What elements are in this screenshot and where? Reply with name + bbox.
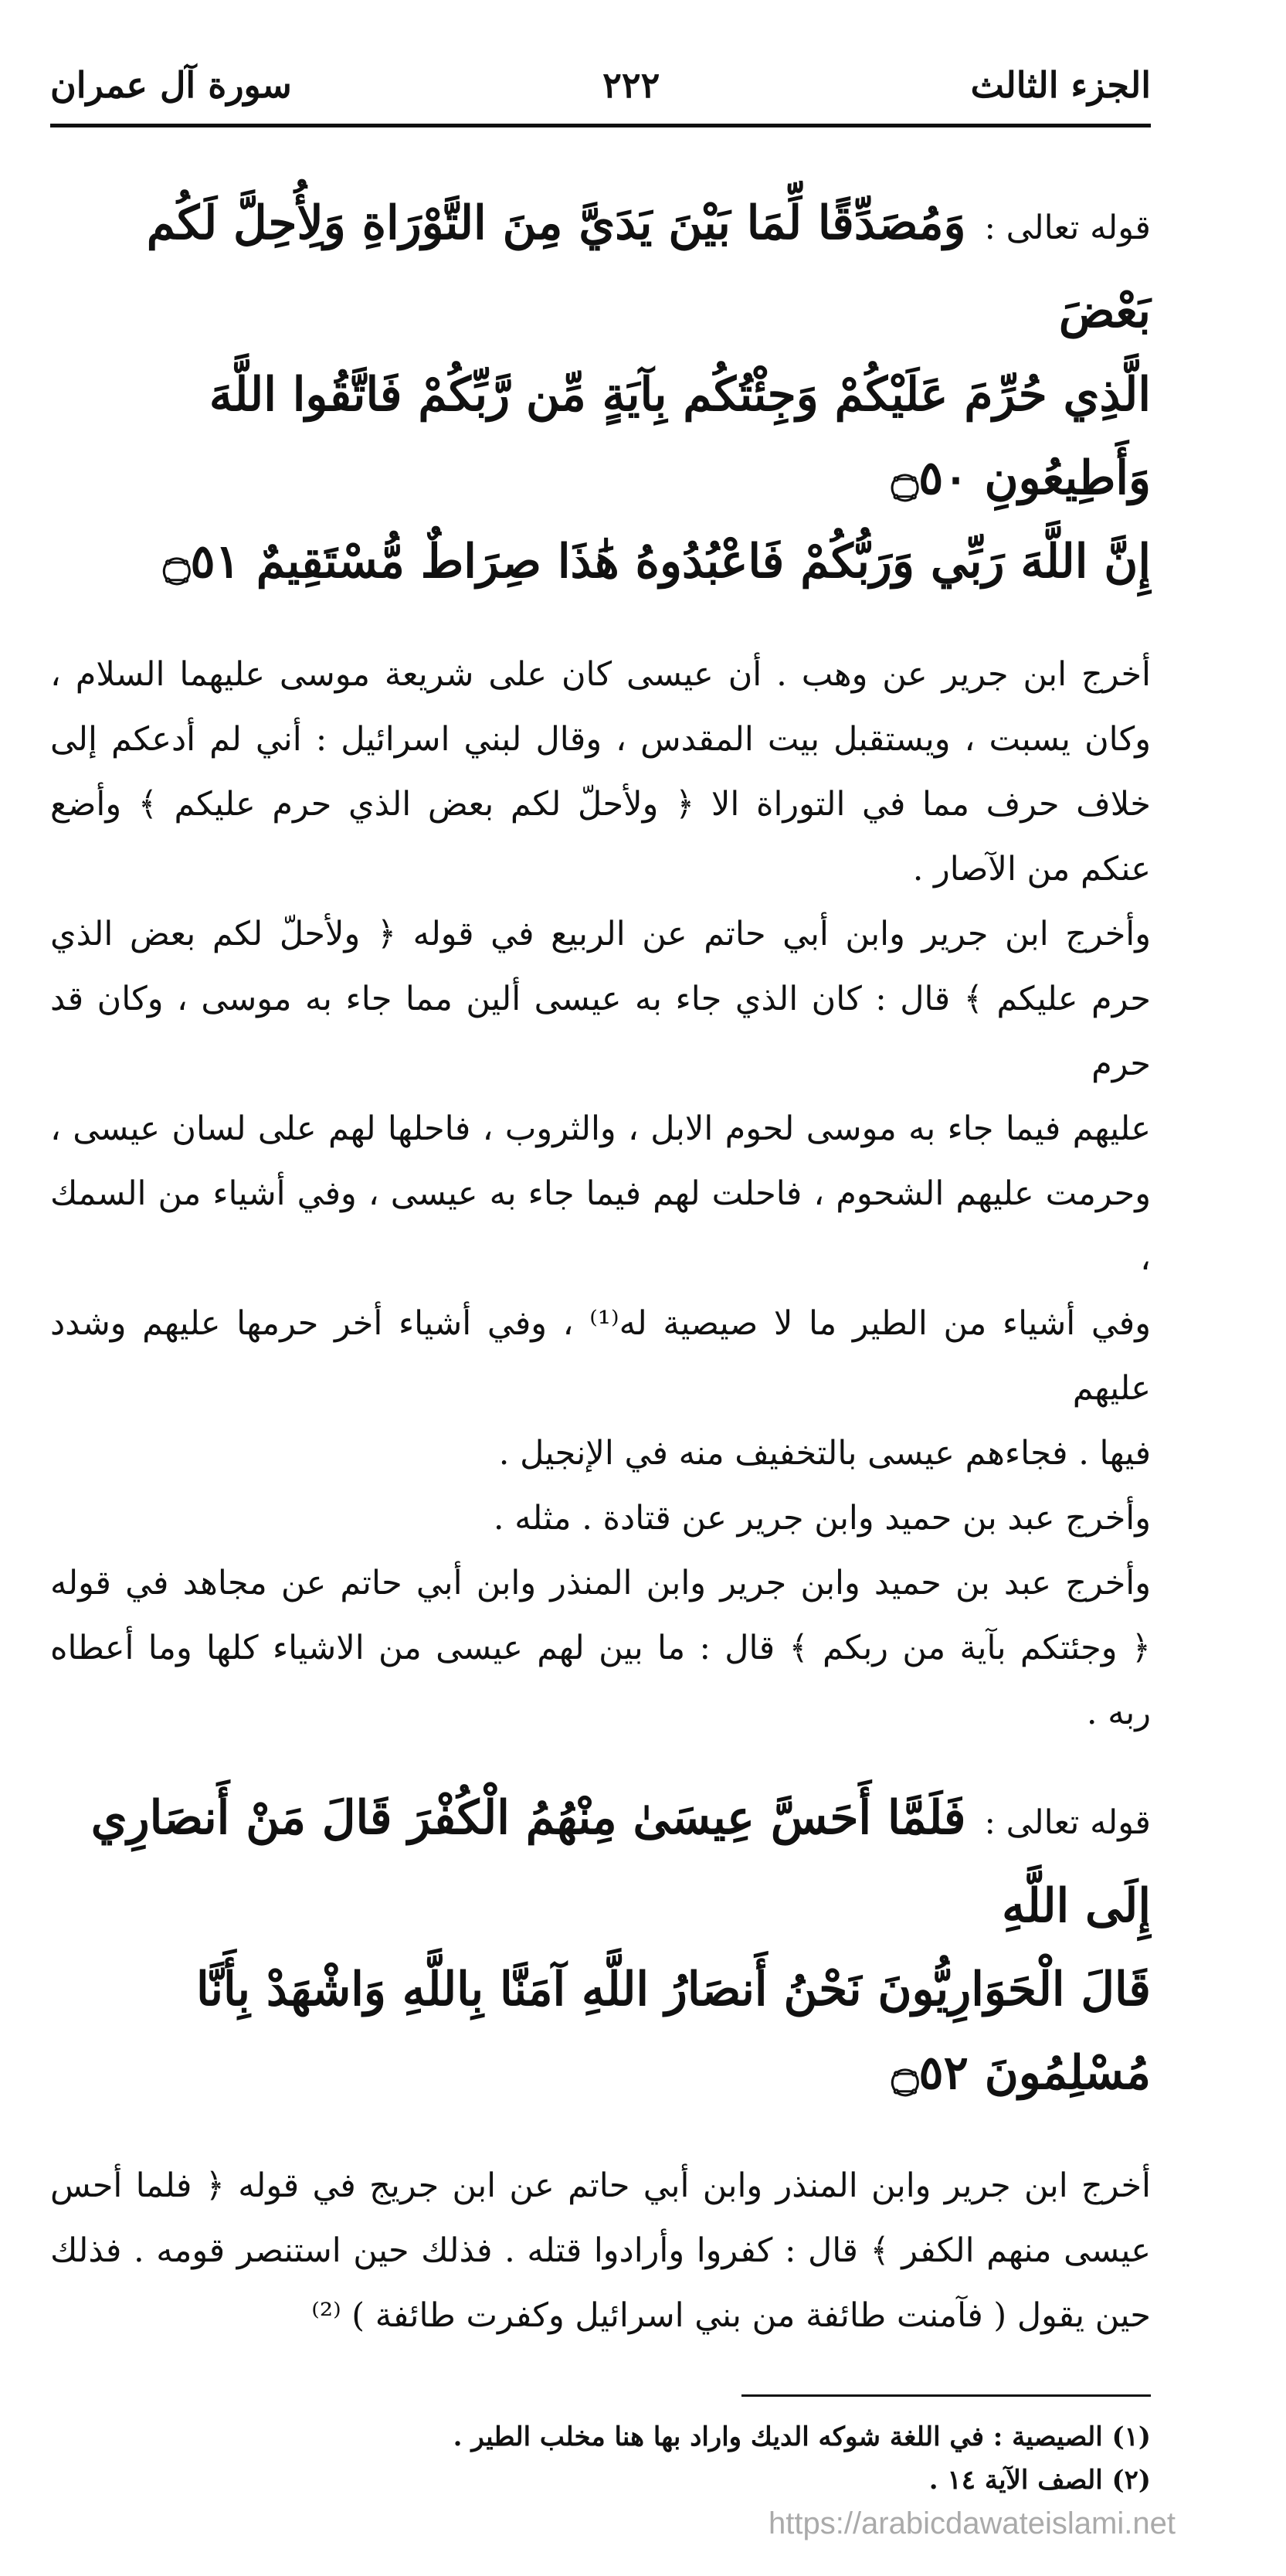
verse-text: وَمُصَدِّقًا لِّمَا بَيْنَ يَدَيَّ مِنَ التَّوْرَاةِ وَلِأُحِلَّ لَكُم بَعْضَ: [146, 196, 1151, 338]
text-line: عيسى منهم الكفر ﴾ قال : كفروا وأرادوا قتله . فذلك حين استنصر قومه . فذلك: [50, 2231, 1151, 2270]
watermark: https://arabicdawateislami.net: [769, 2506, 1176, 2540]
verse-text: فَلَمَّا أَحَسَّ عِيسَىٰ مِنْهُمُ الْكُفْرَ قَالَ مَنْ أَنصَارِي إِلَى اللَّهِ: [90, 1791, 1151, 1933]
footnotes: [50, 2415, 1151, 2502]
verse-line: إِنَّ اللَّهَ رَبِّي وَرَبُّكُمْ فَاعْبُدُوهُ هَٰذَا صِرَاطٌ مُّسْتَقِيمٌ ۝٥١: [163, 535, 1151, 589]
text-line: ربه .: [1086, 1694, 1151, 1732]
text-line: وكان يسبت ، ويستقبل بيت المقدس ، وقال لبني اسرائيل : أني لم أدعكم إلى: [50, 720, 1151, 759]
verse-line-first: [50, 182, 1151, 353]
text-line: أخرج ابن جرير وابن المنذر وابن أبي حاتم عن ابن جريج في قوله ﴿ فلما أحس: [50, 2166, 1151, 2205]
text-line: وفي أشياء من الطير ما لا صيصية له⁽¹⁾ ، وفي أشياء أخر حرمها عليهم وشدد عليهم: [50, 1304, 1151, 1408]
surah-name: سورة آل عمران: [50, 64, 292, 106]
text-line: وأخرج عبد بن حميد وابن جرير عن قتادة . مثله .: [493, 1499, 1151, 1538]
text-line: وأخرج ابن جرير وابن أبي حاتم عن الربيع في قوله ﴿ ولأحلّ لكم بعض الذي: [50, 915, 1151, 953]
text-line: ﴿ وجئتكم بآية من ربكم ﴾ قال : ما بين لهم عيسى من الاشياء كلها وما أعطاه: [50, 1629, 1151, 1667]
part-label: الجزء الثالث: [970, 64, 1151, 106]
verse-line-first: [50, 1776, 1151, 1948]
text-line: حين يقول ( فآمنت طائفة من بني اسرائيل وكفرت طائفة ) ⁽²⁾: [311, 2296, 1151, 2335]
verse-line: الَّذِي حُرِّمَ عَلَيْكُمْ وَجِئْتُكُم بِآيَةٍ مِّن رَّبِّكُمْ فَاتَّقُوا اللَّهَ وَأَطِيعُونِ ۝٥٠: [209, 368, 1151, 505]
text-line: وحرمت عليهم الشحوم ، فاحلت لهم فيما جاء به عيسى ، وفي أشياء من السمك ،: [50, 1174, 1151, 1278]
footnote-rule: [741, 2394, 1151, 2397]
text-line: فيها . فجاءهم عيسى بالتخفيف منه في الإنجيل .: [498, 1434, 1151, 1473]
commentary-2: [50, 2153, 1151, 2348]
verse-lead: قوله تعالى :: [984, 209, 1151, 247]
page-header: [50, 62, 1151, 108]
verse-block-2: [50, 1776, 1151, 2115]
text-line: حرم عليكم ﴾ قال : كان الذي جاء به عيسى ألين مما جاء به موسى ، وكان قد حرم: [50, 980, 1151, 1083]
footnote: (١) الصيصية : في اللغة شوكه الديك واراد بها هنا مخلب الطير .: [453, 2421, 1151, 2452]
text-line: وأخرج عبد بن حميد وابن جرير وابن المنذر وابن أبي حاتم عن مجاهد في قوله: [50, 1564, 1151, 1602]
text-line: أخرج ابن جرير عن وهب . أن عيسى كان على شريعة موسى عليهما السلام ،: [50, 655, 1151, 694]
header-rule: [50, 124, 1151, 127]
text-line: عنكم من الآصار .: [912, 850, 1151, 889]
text-line: عليهم فيما جاء به موسى لحوم الابل ، والثروب ، فاحلها لهم على لسان عيسى ،: [50, 1110, 1151, 1148]
page-number: ٢٢٢: [602, 64, 660, 106]
commentary-1: [50, 642, 1151, 1745]
verse-block-1: [50, 182, 1151, 603]
text-line: خلاف حرف مما في التوراة الا ﴿ ولأحلّ لكم بعض الذي حرم عليكم ﴾ وأضع: [50, 785, 1151, 824]
footnote: (٢) الصف الآية ١٤ .: [928, 2465, 1151, 2496]
verse-line: قَالَ الْحَوَارِيُّونَ نَحْنُ أَنصَارُ اللَّهِ آمَنَّا بِاللَّهِ وَاشْهَدْ بِأَنَّا مُسْلِمُونَ ۝٥٢: [195, 1963, 1151, 2100]
verse-lead: قوله تعالى :: [984, 1803, 1151, 1842]
